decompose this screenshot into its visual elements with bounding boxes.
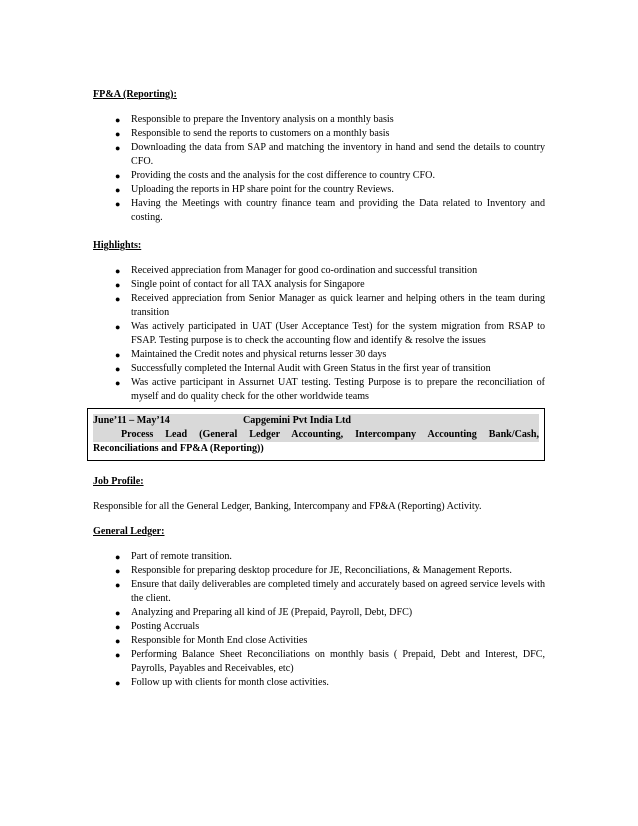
list-item: ● Having the Meetings with country finance team and providing the Data related to Inventory and costing. — [115, 198, 545, 223]
list-item: ● Ensure that daily deliverables are completed timely and accurately based on agreed service levels with the client. — [115, 579, 545, 604]
list-item: ● Maintained the Credit notes and physical returns lesser 30 days — [115, 349, 387, 360]
list-item: ● Providing the costs and the analysis for the cost difference to country CFO. — [115, 170, 435, 181]
list-item: ● Successfully completed the Internal Audit with Green Status in the first year of transition — [115, 363, 491, 374]
job-role-line-2: Reconciliations and FP&A (Reporting)) — [93, 443, 264, 454]
bullet-icon: ● — [115, 266, 121, 276]
bullet-icon: ● — [115, 294, 121, 304]
list-item: ● Responsible for preparing desktop procedure for JE, Reconciliations, & Management Reports. — [115, 565, 512, 576]
job-company: Capgemini Pvt India Ltd — [243, 415, 351, 426]
list-item: ● Uploading the reports in HP share point for the country Reviews. — [115, 184, 394, 195]
bullet-icon: ● — [115, 322, 121, 332]
job-header-box — [87, 408, 545, 461]
list-item: ● Responsible to send the reports to customers on a monthly basis — [115, 128, 390, 139]
job-header-shading — [93, 414, 539, 442]
list-item: ● Received appreciation from Manager for good co-ordination and successful transition — [115, 265, 478, 276]
job-profile-heading: Job Profile: — [93, 476, 144, 487]
job-role-line-1: Process Lead (General Ledger Accounting, Intercompany Accounting Bank/Cash, — [121, 429, 539, 440]
bullet-icon: ● — [115, 552, 121, 562]
bullet-icon: ● — [115, 143, 121, 153]
list-item: ● Responsible for Month End close Activities — [115, 635, 308, 646]
highlights-heading: Highlights: — [93, 240, 142, 251]
fpa-heading: FP&A (Reporting): — [93, 89, 177, 100]
job-dates-company-row — [93, 414, 539, 428]
bullet-icon: ● — [115, 171, 121, 181]
document-content — [93, 88, 545, 690]
list-item: ● Follow up with clients for month close activities. — [115, 677, 329, 688]
bullet-icon: ● — [115, 650, 121, 660]
list-item: ● Was active participant in Assurnet UAT testing. Testing Purpose is to prepare the reconciliation of myself and do quality check for the other worldwide teams — [115, 377, 545, 402]
list-item: ● Responsible to prepare the Inventory analysis on a monthly basis — [115, 114, 394, 125]
list-item: ● Performing Balance Sheet Reconciliations on monthly basis ( Prepaid, Debt and Interest, DFC, Payrolls, Payables and Receivables, etc) — [115, 649, 545, 674]
list-item: ● Part of remote transition. — [115, 551, 232, 562]
bullet-icon: ● — [115, 364, 121, 374]
bullet-icon: ● — [115, 350, 121, 360]
bullet-icon: ● — [115, 636, 121, 646]
bullet-icon: ● — [115, 622, 121, 632]
bullet-icon: ● — [115, 566, 121, 576]
list-item: ● Single point of contact for all TAX analysis for Singapore — [115, 279, 365, 290]
bullet-icon: ● — [115, 678, 121, 688]
bullet-icon: ● — [115, 280, 121, 290]
bullet-icon: ● — [115, 608, 121, 618]
bullet-icon: ● — [115, 199, 121, 209]
list-item: ● Received appreciation from Senior Manager as quick learner and helping others in the team during transition — [115, 293, 545, 318]
list-item: ● Downloading the data from SAP and matching the inventory in hand and send the details to country CFO. — [115, 142, 545, 167]
bullet-icon: ● — [115, 129, 121, 139]
bullet-icon: ● — [115, 378, 121, 388]
bullet-icon: ● — [115, 580, 121, 590]
bullet-icon: ● — [115, 115, 121, 125]
general-ledger-list — [93, 550, 545, 690]
bullet-icon: ● — [115, 185, 121, 195]
highlights-list — [93, 264, 545, 404]
list-item: ● Posting Accruals — [115, 621, 200, 632]
job-profile-text: Responsible for all the General Ledger, Banking, Intercompany and FP&A (Reporting) Activity. — [93, 501, 482, 512]
list-item: ● Analyzing and Preparing all kind of JE (Prepaid, Payroll, Debt, DFC) — [115, 607, 413, 618]
fpa-list — [93, 113, 545, 225]
list-item: ● Was actively participated in UAT (User Acceptance Test) for the system migration from RSAP to FSAP. Testing purpose is to check the accounting flow and identify & resolve the issues — [115, 321, 545, 346]
job-dates: June’11 – May’14 — [93, 415, 170, 426]
general-ledger-heading: General Ledger: — [93, 526, 165, 537]
